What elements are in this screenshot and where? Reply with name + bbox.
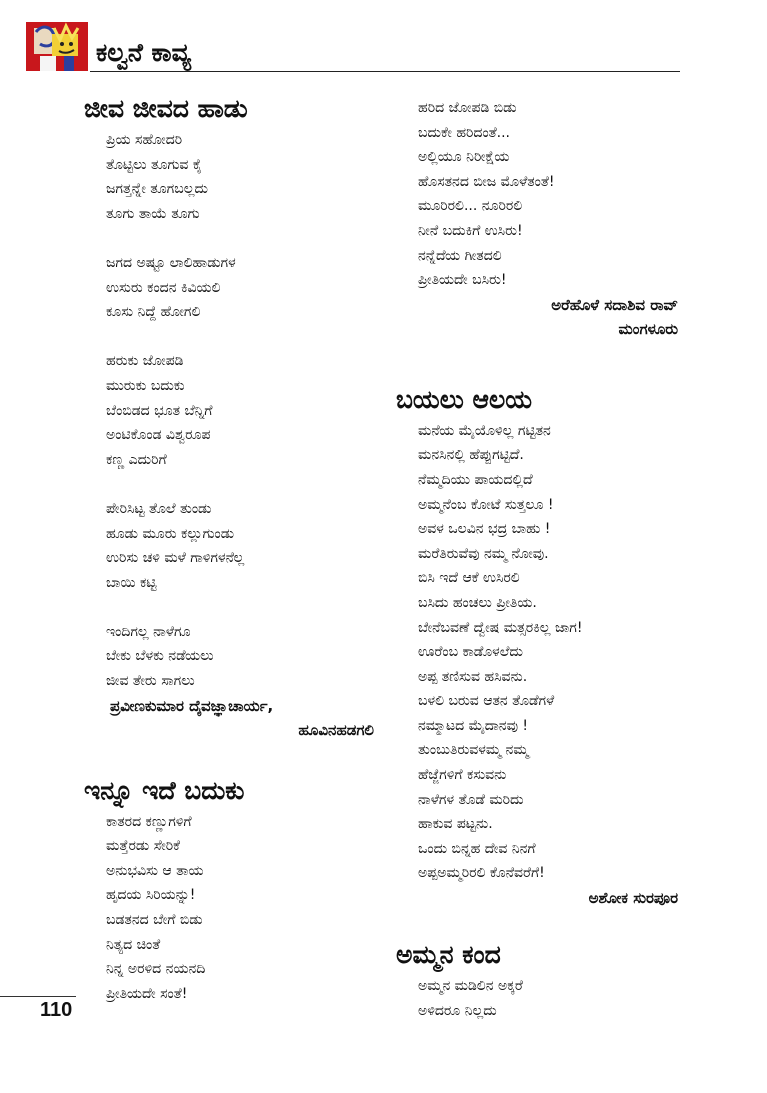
poem-innoo-ide-baduku <box>84 772 384 1007</box>
poem-line: ಬಸಿದು ಹಂಚಲು ಪ್ರೀತಿಯ. <box>418 594 537 611</box>
poem-line: ಅಮ್ಮನ ಮಡಿಲಿನ ಅಕ್ಕರೆ <box>418 978 523 995</box>
poem-line: ಬದುಕೇ ಹರಿದಂತೆ... <box>418 124 510 141</box>
poem-title: ಅಮ್ಮನ ಕಂದ <box>396 940 501 970</box>
poem-line: ಉರಿಸು ಚಳಿ ಮಳೆ ಗಾಳಿಗಳನೆಲ್ಲ <box>106 550 245 567</box>
poem-lines <box>106 810 384 1007</box>
poem-line: ಬಳಲಿ ಬರುವ ಆತನ ತೊಡೆಗಳೆ <box>418 693 555 710</box>
poem-line: ಪೇರಿಸಿಟ್ಟ ತೊಲೆ ತುಂಡು <box>106 500 212 517</box>
page-number: 110 <box>40 999 73 1021</box>
stanza-gap <box>106 325 384 350</box>
poem-line: ಬೇಕು ಬೆಳಕು ನಡೆಯಲು <box>106 648 214 665</box>
poem-line: ಕಾತರದ ಕಣ್ಣುಗಳಿಗೆ <box>106 813 192 830</box>
poem-line: ತೊಟ್ಟಿಲು ತೂಗುವ ಕೈ <box>106 156 203 173</box>
left-column <box>84 90 384 1006</box>
poem-line: ಒಂದು ಬಿನ್ನಹ ದೇವ ನಿನಗೆ <box>418 840 536 857</box>
header-rule <box>90 71 680 72</box>
poem-author: ಅರೆಹೊಳೆ ಸದಾಶಿವ ರಾವ್ <box>551 295 678 314</box>
poem-line: ಇಂದಿಗಲ್ಲ ನಾಳೆಗೂ <box>106 623 191 640</box>
right-column <box>396 96 686 1023</box>
poem-line: ಅಪ್ಪಅಮ್ಮರಿರಲಿ ಕೊನೆವರೆಗೆ! <box>418 865 545 882</box>
poem-line: ಮೂರಿರಲಿ... ನೂರಿರಲಿ <box>418 198 523 215</box>
poem-line: ಹೆಜ್ಜೆಗಳಿಗೆ ಕಸುವನು <box>418 767 507 784</box>
poem-separator <box>396 910 686 936</box>
poem-line: ಅನುಭವಿಸು ಆ ತಾಯ <box>106 862 204 879</box>
poem-line: ಕಣ್ಣ ಎದುರಿಗೆ <box>106 451 167 468</box>
poem-line: ಹಾಕುವ ಪಟ್ಟನು. <box>418 816 493 833</box>
magazine-logo <box>26 22 88 71</box>
poem-innoo-ide-baduku-continued <box>396 96 686 341</box>
poem-line: ಬೇನೆಬವಣೆ ದ್ವೇಷ ಮತ್ಸರಕಿಲ್ಲ ಜಾಗ! <box>418 619 583 636</box>
stanza-gap <box>106 472 384 497</box>
poem-line: ಊರೆಂಬ ಕಾಡೊಳಲೆದು <box>418 644 523 661</box>
poem-line: ನನ್ನೆದೆಯ ಗೀತದಲಿ <box>418 247 502 264</box>
poem-separator <box>84 742 384 772</box>
poem-line: ನಿತ್ಯದ ಚಿಂತೆ <box>106 936 161 953</box>
poem-line: ಹೊಸತನದ ಬೀಜ ಮೊಳೆತಂತೆ! <box>418 173 555 190</box>
poem-line: ಮುರುಕು ಬದುಕು <box>106 377 185 394</box>
poem-line: ಪ್ರೀತಿಯದೇ ಸಂತೆ! <box>106 985 188 1002</box>
poem-line: ನೀನೆ ಬದುಕಿಗೆ ಉಸಿರು! <box>418 222 523 239</box>
footer-rule <box>0 996 76 997</box>
poem-line: ಅಲ್ಲಿಯೂ ನಿರೀಕ್ಷೆಯ <box>418 149 510 166</box>
poem-line: ನಾಳೆಗಳ ತೊಡೆ ಮರಿದು <box>418 791 524 808</box>
poem-title: ಬಯಲು ಆಲಯ <box>396 384 533 414</box>
poem-title: ಜೀವ ಜೀವದ ಹಾಡು <box>84 94 248 123</box>
poem-author: ಪ್ರವೀಣಕುಮಾರ ದೈವಜ್ಞಾಚಾರ್ಯ, <box>110 696 274 715</box>
poem-line: ಬಡತನದ ಬೇಗೆ ಬಿಡು <box>106 912 203 929</box>
poem-lines <box>418 419 686 886</box>
poem-title: ಇನ್ನೂ ಇದೆ ಬದುಕು <box>84 775 245 805</box>
stanza-gap <box>106 595 384 620</box>
poem-line: ಪ್ರೀತಿಯದೇ ಬಸಿರು! <box>418 272 507 289</box>
poem-lines <box>106 128 384 694</box>
poem-lines <box>418 96 686 293</box>
poem-line: ಮನೆಯ ಮೈಯೊಳಿಲ್ಲ ಗಟ್ಟಿತನ <box>418 422 551 439</box>
poem-line: ಜಗದ ಅಷ್ಟೂ ಲಾಲಿಹಾಡುಗಳ <box>106 254 236 271</box>
poem-line: ಕೂಸು ನಿದ್ದೆ ಹೋಗಲಿ <box>106 304 201 321</box>
poem-line: ಅಳಿದರೂ ನಿಲ್ಲದು <box>418 1002 497 1019</box>
poem-line: ಹರಿದ ಜೋಪಡಿ ಬಿಡು <box>418 100 517 116</box>
poem-line: ತೂಗು ತಾಯೆ ತೂಗು <box>106 205 200 222</box>
poem-line: ಜಗತ್ತನ್ನೇ ತೂಗಬಲ್ಲದು <box>106 181 208 198</box>
poem-line: ಬೆಂಬಿಡದ ಭೂತ ಬೆನ್ನಿಗೆ <box>106 402 213 419</box>
poem-line: ಹರುಕು ಜೋಪಡಿ <box>106 353 184 370</box>
poem-line: ತುಂಬುತಿರುವಳಮ್ಮ ನಮ್ಮ <box>418 742 529 759</box>
poem-line: ಪ್ರಿಯ ಸಹೋದರಿ <box>106 132 183 148</box>
poem-line: ನಿನ್ನ ಅರಳಿದ ನಯನದಿ <box>106 961 206 978</box>
poem-line: ಅವಳ ಒಲವಿನ ಭದ್ರ ಬಾಹು ! <box>418 521 551 538</box>
poem-line: ಮನಸಿನಲ್ಲಿ ಹೆಪ್ಪುಗಟ್ಟಿದೆ. <box>418 447 524 464</box>
poem-bayalu-aalaya <box>396 381 686 910</box>
poem-line: ಅಮ್ಮನೆಂಬ ಕೋಟೆ ಸುತ್ತಲೂ ! <box>418 496 554 513</box>
poem-jeeva-jeevada-haadu <box>84 90 384 742</box>
section-name: ಕಲ್ವನೆ ಕಾವ್ಯ <box>96 38 192 67</box>
poem-line: ಬಿಸಿ ಇದೆ ಆಕೆ ಉಸಿರಲಿ <box>418 570 520 587</box>
poem-line: ನಮ್ಮಾಟದ ಮೈದಾನವು ! <box>418 717 529 734</box>
poem-line: ಮತ್ತೆರಡು ಸೇರಿಕೆ <box>106 838 180 855</box>
poem-separator <box>396 341 686 381</box>
poem-lines <box>418 974 686 1023</box>
stanza-gap <box>106 226 384 251</box>
poem-line: ಅಪ್ಪ ತಣಿಸುವ ಹಸಿವನು. <box>418 668 528 685</box>
poem-place: ಮಂಗಳೂರು <box>618 319 678 338</box>
poem-line: ಮರೆತಿರುವೆವು ನಮ್ಮ ನೋವು. <box>418 545 549 562</box>
poem-ammana-kanda <box>396 936 686 1023</box>
poem-line: ಹೃದಯ ಸಿರಿಯನ್ನು! <box>106 887 196 904</box>
poem-line: ನೆಮ್ಮದಿಯು ಪಾಯದಲ್ಲಿದೆ <box>418 471 533 488</box>
poem-line: ಉಸುರು ಕಂದನ ಕಿವಿಯಲಿ <box>106 279 221 296</box>
poem-author: ಅಶೋಕ ಸುರಪೂರ <box>588 889 678 908</box>
poem-line: ಅಂಟಿಕೊಂಡ ವಿಶ್ವರೂಪ <box>106 427 211 444</box>
poem-place: ಹೂವಿನಹಡಗಲಿ <box>298 720 374 739</box>
poem-line: ಜೀವ ತೇರು ಸಾಗಲು <box>106 673 195 690</box>
poem-line: ಬಾಯಿ ಕಟ್ಟಿ <box>106 574 157 591</box>
poem-line: ಹೂಡು ಮೂರು ಕಲ್ಲುಗುಂಡು <box>106 525 235 542</box>
